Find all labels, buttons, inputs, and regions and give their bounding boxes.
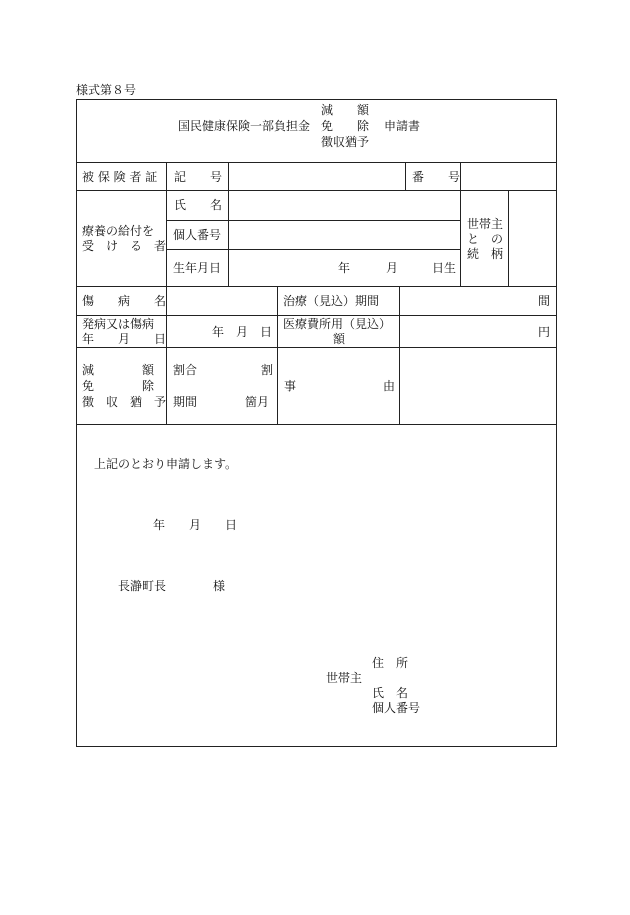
line-under-disease bbox=[76, 315, 557, 316]
vline-insurance-number-value bbox=[460, 162, 461, 286]
insurance-card-label: 被 保 険 者 証 bbox=[82, 170, 158, 184]
line-name bbox=[167, 220, 460, 221]
vline-mid bbox=[277, 286, 278, 424]
treatment-period-label: 治療（見込）期間 bbox=[283, 294, 380, 308]
relation-field[interactable] bbox=[512, 195, 552, 281]
dob-day: 日生 bbox=[432, 261, 457, 275]
dob-year: 年 bbox=[338, 261, 351, 275]
reduction-label-line2: 免 除 bbox=[82, 379, 155, 393]
recipient-label-line2: 受 け る 者 bbox=[82, 239, 167, 253]
vline-right-values bbox=[399, 286, 400, 424]
insurance-number-label: 番 号 bbox=[412, 170, 461, 184]
mynumber-label: 個人番号 bbox=[173, 228, 222, 242]
disease-field[interactable] bbox=[170, 291, 274, 311]
medical-cost-label-line2: 額 bbox=[333, 332, 346, 346]
applicant-mynumber-label: 個人番号 bbox=[372, 701, 421, 715]
title-option-deferral: 徴収猶予 bbox=[321, 135, 370, 149]
line-under-insurance bbox=[76, 190, 557, 191]
relation-label-line3: 続 柄 bbox=[467, 247, 504, 261]
vline-relation bbox=[508, 190, 509, 286]
onset-date: 年 月 日 bbox=[212, 325, 273, 339]
applicant-address-label: 住 所 bbox=[372, 656, 409, 670]
vline-insurance-symbol bbox=[228, 162, 229, 286]
line-under-onset bbox=[76, 347, 557, 348]
insurance-number-field[interactable] bbox=[464, 168, 552, 186]
title-option-exemption: 免 除 bbox=[321, 119, 370, 133]
ratio-label: 割合 bbox=[173, 363, 198, 377]
line-under-reduction bbox=[76, 424, 557, 425]
frame-top bbox=[76, 99, 557, 100]
reason-label-start: 事 bbox=[284, 379, 297, 393]
title-suffix: 申請書 bbox=[384, 119, 421, 133]
addressee: 長瀞町長 bbox=[118, 579, 167, 593]
name-label: 氏 名 bbox=[174, 198, 223, 212]
onset-label-line2: 年 月 日 bbox=[82, 332, 167, 346]
line-mynumber bbox=[167, 249, 460, 250]
vline-insurance-number-label bbox=[405, 162, 406, 190]
applicant-name-label: 氏 名 bbox=[372, 686, 409, 700]
dob-month: 月 bbox=[386, 261, 399, 275]
statement-text: 上記のとおり申請します。 bbox=[94, 457, 238, 471]
insurance-symbol-field[interactable] bbox=[232, 168, 402, 186]
application-date: 年 月 日 bbox=[153, 518, 238, 532]
reduction-label-line3: 徴 収 猶 予 bbox=[82, 395, 167, 409]
period-unit: 箇月 bbox=[245, 395, 270, 409]
title-option-reduction: 減 額 bbox=[321, 103, 370, 117]
reason-field[interactable] bbox=[403, 352, 553, 420]
title-left: 国民健康保険一部負担金 bbox=[178, 119, 311, 133]
form-number: 様式第８号 bbox=[76, 83, 137, 97]
frame-right bbox=[556, 99, 557, 747]
dob-label: 生年月日 bbox=[173, 261, 222, 275]
applicant-role: 世帯主 bbox=[326, 671, 363, 685]
insurance-symbol-label: 記 号 bbox=[174, 170, 223, 184]
period-label: 期間 bbox=[173, 395, 198, 409]
ratio-unit: 割 bbox=[261, 363, 274, 377]
treatment-period-unit: 間 bbox=[538, 294, 551, 308]
line-under-recipient bbox=[76, 286, 557, 287]
relation-label-line1: 世帯主 bbox=[467, 217, 504, 231]
onset-label-line1: 発病又は傷病 bbox=[82, 317, 155, 331]
mynumber-field[interactable] bbox=[232, 225, 456, 245]
reduction-label-line1: 減 額 bbox=[82, 363, 155, 377]
vline-left-labels bbox=[166, 162, 167, 424]
frame-left bbox=[76, 99, 77, 747]
disease-label: 傷 病 名 bbox=[82, 294, 167, 308]
medical-cost-unit: 円 bbox=[538, 325, 551, 339]
name-field[interactable] bbox=[232, 195, 456, 215]
honorific: 様 bbox=[213, 579, 226, 593]
recipient-label-line1: 療養の給付を bbox=[82, 224, 155, 238]
reason-label-end: 由 bbox=[383, 379, 396, 393]
medical-cost-label-line1: 医療費所用（見込） bbox=[283, 317, 392, 331]
relation-label-line2: と の bbox=[467, 232, 504, 246]
frame-bottom bbox=[76, 746, 557, 747]
line-under-title bbox=[76, 162, 557, 163]
